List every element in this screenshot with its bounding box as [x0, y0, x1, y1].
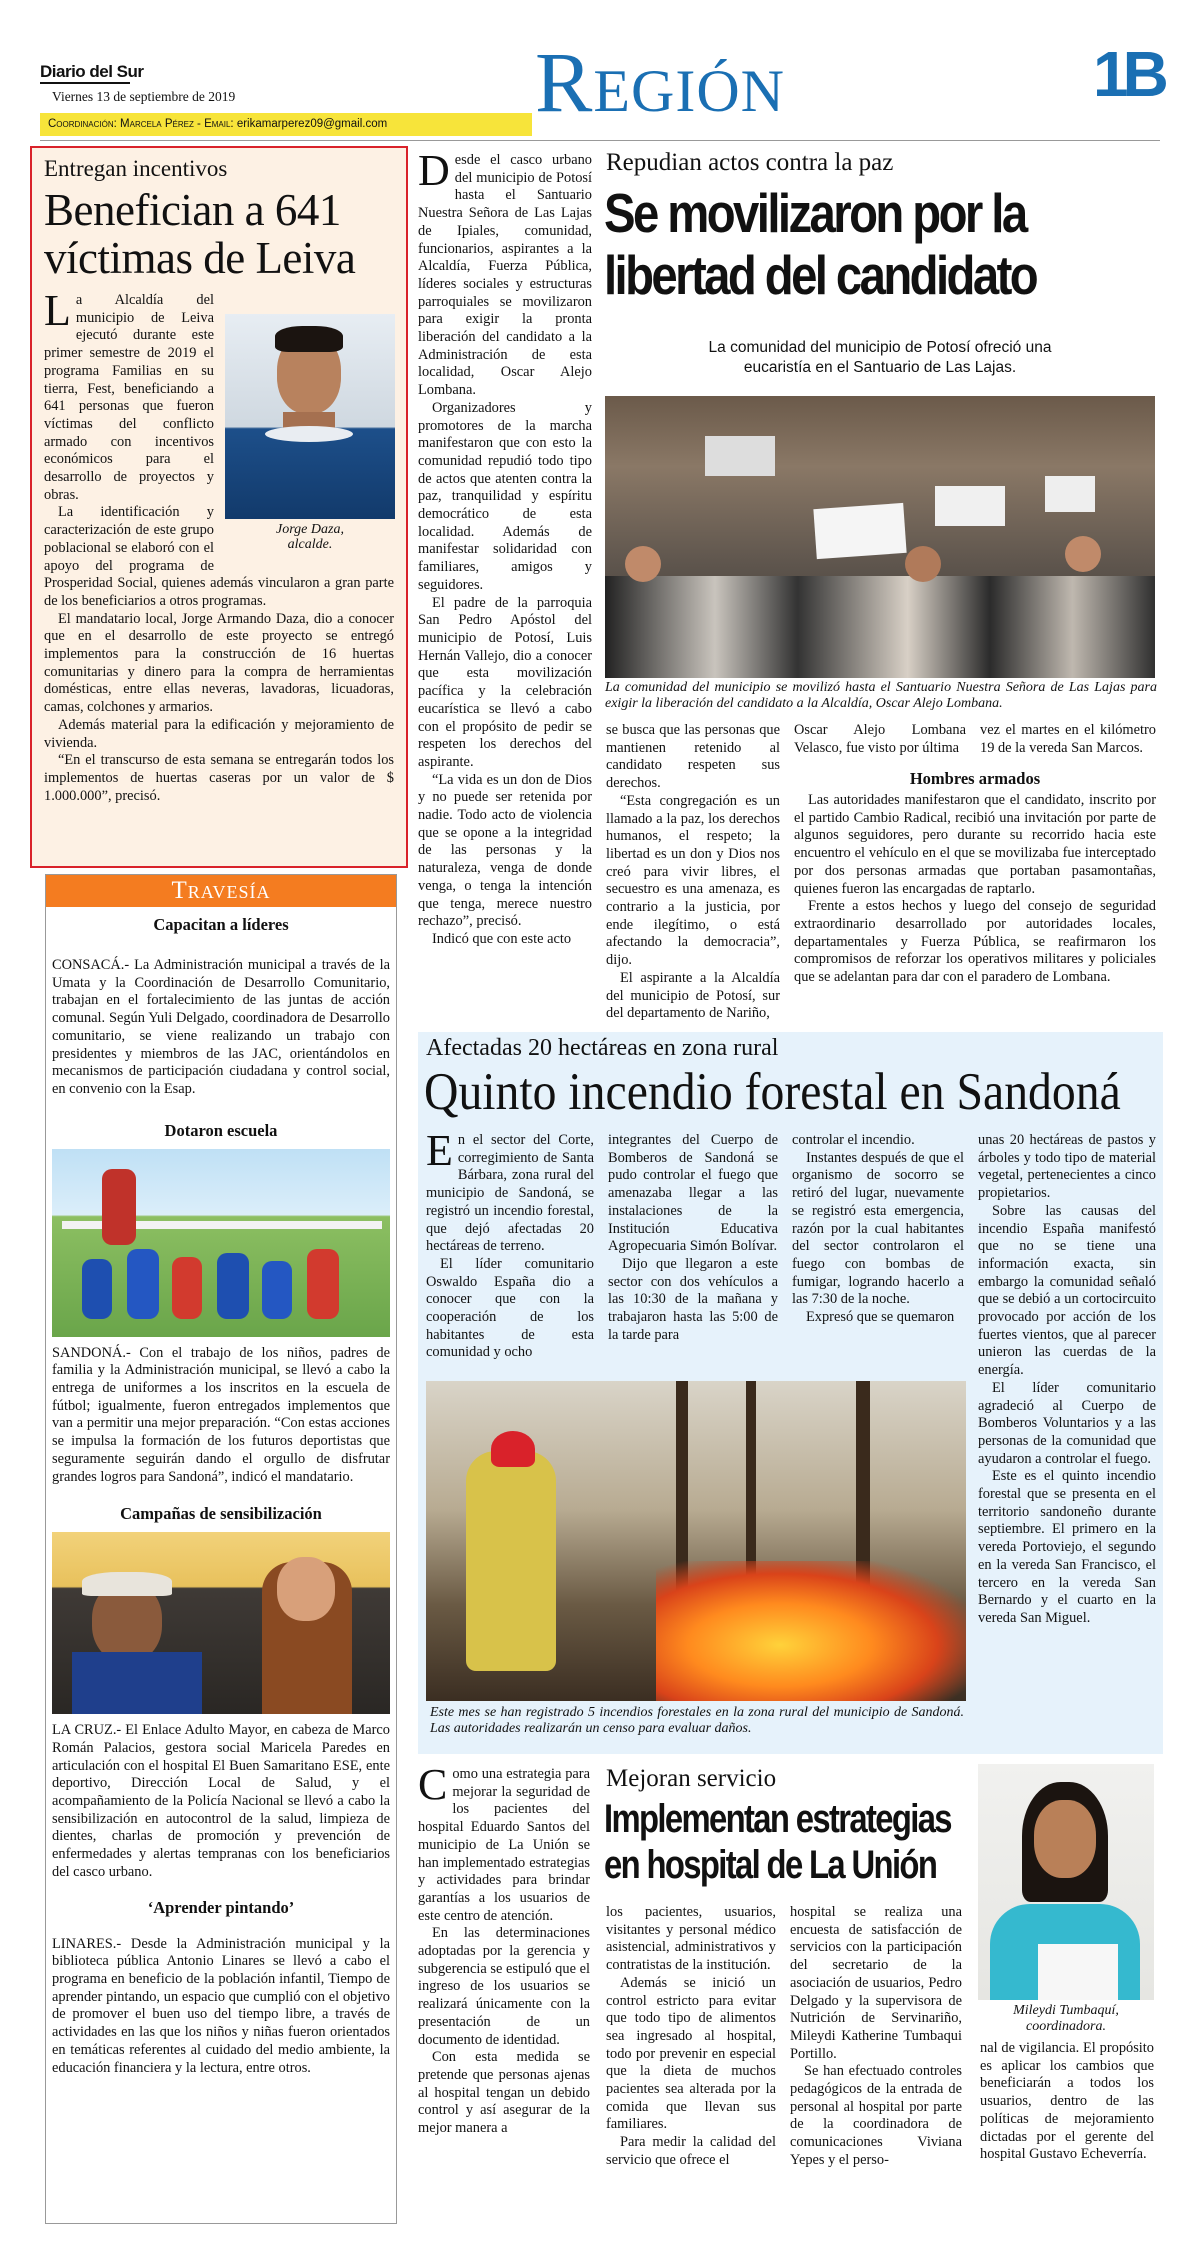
mayor-caption-role: alcalde. — [287, 537, 333, 552]
travesia-s3: LA CRUZ.- El Enlace Adulto Mayor, en cabeza de Marco Román Palacios, gestora social Maricela Paredes en articulación con el hospital El Buen Samaritano ESE, ente deportivo, Dirección Local de Salud, y el acompañamiento de la Policía Nacional se llevó a cabo la sensibilización en autocontrol de la salud, limpieza de dientes, charlas de promoción y prevención de enfermedades y alertas tempranas con los beneficiarios del casco urbano. — [52, 1722, 390, 1880]
incentivos-p3: El mandatario local, Jorge Armando Daza, dio a conocer que en el desarrollo de este proyecto se entregó implementos para la construcción de 16 huertas comunitarias y dinero para la compra de herramientas domésticas, entre ellas neveras, lavadoras, licuadoras, camas, colchones y armarios. — [44, 610, 394, 716]
issue-date: Viernes 13 de septiembre de 2019 — [52, 89, 236, 104]
hospital-c2c: Para medir la calidad del servicio que ofrece el — [606, 2134, 776, 2168]
hospital-col2 — [606, 1904, 776, 2170]
fire-caption: Este mes se han registrado 5 incendios forestales en la zona rural del municipio de Sandoná. Las autoridades realizarán un censo para evaluar daños. — [430, 1705, 964, 1736]
paz-kicker: Repudian actos contra la paz — [606, 149, 894, 176]
page-number: 1B — [1093, 38, 1163, 110]
paz-c1p1 — [418, 146, 592, 400]
travesia-s4-title: ‘Aprender pintando’ — [147, 1897, 295, 1917]
text: n el sector del Corte, corregimiento de Santa Bárbara, zona rural del municipio de Sandoná, se registró un incendio forestal, que dejó afectadas 20 hectáreas de terreno. — [426, 1132, 594, 1255]
hospital-col3 — [790, 1904, 962, 2170]
paz-col2 — [606, 722, 780, 1022]
incendio-c4a: unas 20 hectáreas de pastos y árboles y todo tipo de material vegetal, pertenecientes a cinco propietarios. — [978, 1132, 1156, 1202]
incendio-col1 — [426, 1126, 594, 1362]
travesia-s1-title: Capacitan a líderes — [153, 915, 289, 934]
incentivos-p5: “En el transcurso de esta semana se entregarán todos los implementos de huertas caseras por un valor de $ 1.000.000”, precisó. — [44, 752, 394, 804]
mayor-caption — [225, 522, 395, 552]
paz-headline: Se movilizaron por la libertad del candidato — [604, 182, 1037, 306]
paz-c1p2: Organizadores y promotores de la marcha manifestaron que con esto la comunidad repudió todo tipo de actos que atenten contra la paz, tranquilidad y espíritu democrático de esta localidad. Además de manifestar solidaridad con familiares, amigos y seguidores. — [418, 399, 592, 593]
incendio-col4 — [978, 1132, 1156, 1628]
incendio-headline: Quinto incendio forestal en Sandoná — [424, 1063, 1121, 1121]
incentivos-headline: Benefician a 641 víctimas de Leiva — [44, 185, 356, 283]
coordination-label: Coordinación: — [48, 118, 117, 130]
incendio-c2a: integrantes del Cuerpo de Bomberos de Sandoná se pudo controlar el fuego que amenazaba llegar a las instalaciones de la Institución Educativa Agropecuaria Simón Bolívar. — [608, 1132, 778, 1255]
hospital-col4 — [980, 2040, 1154, 2164]
masthead-rule — [40, 140, 1160, 141]
incentivos-p4: Además material para la edificación y mejoramiento de vivienda. — [44, 716, 394, 751]
drop-cap: D — [418, 146, 450, 195]
hospital-c2b: Además se inició un control estricto para evitar que todo tipo de alimentos sea ingresado al hospital, todo por prevenir en especial que la dieta de muchos pacientes sea alterada por la comida que llevan sus familiares. — [606, 1974, 776, 2133]
travesia-column — [45, 874, 397, 2224]
text: esde el casco urbano del municipio de Potosí hasta el Santuario Nuestra Señora de Las Lajas de Ipiales, comunidad, funcionarios, aspirantes a la Alcaldía, Fuerza Pública, líderes sociales y estructuras parroquiales se movilizaron para exigir la pronta liberación del candidato a la Administración de esta localidad, Oscar Alejo Lombana. — [418, 152, 592, 399]
paz-w2: Frente a estos hechos y luego del consejo de seguridad extraordinario desarrollado por autoridades locales, departamentales y Fuerza Pública, se reafirmaron los compromisos de reforzar los operativos militares y policiales que se adelantan para dar con el paradero de Lombana. — [794, 898, 1156, 986]
coordinator: Marcela Pérez — [120, 118, 194, 130]
fire-photo — [426, 1381, 966, 1701]
paz-col1 — [418, 146, 592, 1032]
drop-cap: L — [44, 286, 71, 335]
coordinator-caption-name: Mileydi Tumbaquí, — [1013, 2003, 1119, 2018]
incendio-col3 — [792, 1132, 964, 1327]
paz-wide — [794, 792, 1156, 987]
hospital-c1b: En las determinaciones adoptadas por la gerencia y subgerencia se estipuló que el ingreso de los usuarios se realizará únicamente con la presentación de un documento de identidad. — [418, 1925, 590, 2048]
incendio-c4b: Sobre las causas del incendio España manifestó que no se tiene una información exacta, sin embargo la comunidad señaló que se debió a un cortocircuito provocado por acción de los fuertes vientos, que al parecer unieron las cuerdas de la energía. — [978, 1202, 1156, 1379]
text: omo una estrategia para mejorar la seguridad de los pacientes del hospital Eduardo Santos del municipio de La Unión se han implementado estrategias y actividades para brindar garantías a los usuarios de este centro de atención. — [418, 1766, 590, 1924]
hospital-c2a: los pacientes, usuarios, visitantes y personal médico asistencial, administrativos y contratistas de la institución. — [606, 1904, 776, 1974]
hospital-col1 — [418, 1760, 590, 2138]
health-photo — [52, 1532, 390, 1714]
email-label: Email: — [204, 118, 234, 130]
incendio-c3b: Instantes después de que el organismo de socorro se retiró del lugar, nuevamente se registró esta emergencia, razón por la cual habitantes del sector controlaron el fuego con bombas de fumigar, logrando hacerlo a las 7:30 de la noche. — [792, 1149, 964, 1308]
section-title: Región — [535, 34, 785, 130]
incendio-c3c: Expresó que se quemaron — [806, 1309, 955, 1326]
paz-c4p1: vez el martes en el kilómetro 19 de la vereda San Marcos. — [980, 722, 1156, 756]
paz-col4 — [980, 722, 1156, 757]
email-link[interactable]: erikamarperez09@gmail.com — [236, 118, 388, 130]
incendio-c4c: El líder comunitario agradeció al Cuerpo de Bomberos Voluntarios y a las personas de la comunidad que ayudaron a controlar el fuego. — [978, 1379, 1156, 1467]
travesia-s3-title: Campañas de sensibilización — [120, 1504, 322, 1524]
paz-c2p1: se busca que las personas que mantienen retenido al candidato respeten sus derechos. — [606, 722, 780, 792]
school-photo — [52, 1149, 390, 1337]
paz-c2p2: “Esta congregación es un llamado a la paz, los derechos humanos, el respeto; la libertad es un don y Dios nos creó para vivir libres, el secuestro es una amenaza, es contrario a la justicia, por ende ilegítimo, o está afectando la democracia”, dijo. — [606, 792, 780, 969]
incendio-c1a — [426, 1126, 594, 1256]
incendio-c2b: Dijo que llegaron a este sector con dos vehículos a las 10:30 de la mañana y trabajaron hasta las 5:00 de la tarde para — [608, 1255, 778, 1343]
paz-c2p3: El aspirante a la Alcaldía del municipio de Potosí, sur del departamento de Nariño, — [606, 969, 780, 1022]
paz-c3p1: Oscar Alejo Lombana Velasco, fue visto por última — [794, 722, 966, 756]
coordination-bar: Coordinación: Marcela Pérez - Email: erikamarperez09@gmail.com — [40, 113, 532, 136]
paz-col3 — [794, 722, 966, 757]
drop-cap: C — [418, 1760, 448, 1809]
travesia-s2-title: Dotaron escuela — [164, 1120, 278, 1140]
hospital-c1c: Con esta medida se pretende que personas ajenas al hospital tengan un debido control y así asegurar de la mejor manera a — [418, 2049, 590, 2137]
incendio-c1b: El líder comunitario Oswaldo España dio a conocer que con la cooperación de los habitantes de esta comunidad y ocho — [426, 1255, 594, 1361]
coordinator-caption — [978, 2003, 1154, 2035]
travesia-title: Travesía — [46, 875, 396, 907]
text: a Alcaldía del municipio de Leiva ejecutó durante este primer semestre de 2019 el programa Familias en su tierra, Fest, beneficiando a 641 personas que fueron víctimas del conflicto armado con incentivos económicos para el desarrollo de proyectos y obras. — [44, 292, 214, 503]
paper-name-rule — [40, 82, 130, 84]
incendio-c3a: controlar el incendio. — [792, 1132, 915, 1148]
paz-deck: La comunidad del municipio de Potosí ofreció una eucaristía en el Santuario de Las Lajas. — [708, 339, 1052, 376]
travesia-s1: CONSACÁ.- La Administración municipal a través de la Umata y la Coordinación de Desarrollo Comunitario, trabajan en el fortalecimiento de las juntas de acción comunal. Según Yuli Delgado, coordinadora de Desarrollo comunitario, se viene realizando un trabajo con presidentes y miembros de las JAC, orientándolos en mecanismos de participación ciudadana y control social, en convenio con la Esap. — [52, 957, 390, 1097]
incentivos-kicker: Entregan incentivos — [44, 156, 228, 181]
incentivos-p2: La identificación y caracterización de este grupo poblacional se elaboró con el apoyo del programa de Prosperidad Social, quienes además vincularon a gran parte de los beneficiarios a otros programas. — [44, 504, 394, 609]
incentivos-article — [30, 146, 408, 868]
mayor-photo — [225, 314, 395, 519]
paz-c1p3: El padre de la parroquia San Pedro Apóstol del municipio de Potosí, Luis Hernán Vallejo, dio a conocer que esta movilización pacífica y la celebración eucarística se llevó a cabo con el propósito de pedir se respeten los derechos del aspirante. — [418, 594, 592, 770]
hospital-c1a — [418, 1760, 590, 1925]
march-photo — [605, 396, 1155, 678]
drop-cap: E — [426, 1126, 453, 1175]
coordinator-caption-role: coordinadora. — [1026, 2019, 1106, 2034]
travesia-s4: LINARES.- Desde la Administración municipal y la biblioteca pública Antonio Linares se llevó a cabo el programa en beneficio de la población infantil, Tiempo de aprender pintando, un espacio que cumplió con el objetivo de promover el buen uso del tiempo libre, a través de actividades en las que los niños y niñas fueron orientados en temáticas referentes al cuidado del medio ambiente, la educación financiera y la lectura, entre otros. — [52, 1935, 390, 2076]
paz-c1p5: Indicó que con este acto — [432, 930, 572, 947]
hombres-armados-subhead: Hombres armados — [909, 769, 1041, 788]
mayor-caption-name: Jorge Daza, — [276, 522, 344, 537]
hospital-c4a: nal de vigilancia. El propósito es aplicar los cambios que beneficiarán a todos los usuarios, dentro de las políticas de mejoramiento dictadas por el gerente del hospital Gustavo Echeverría. — [980, 2040, 1154, 2163]
paz-c1p4: “La vida es un don de Dios y no puede ser retenida por nadie. Todo acto de violencia que se opone a la integridad de las personas y la naturaleza, venga de donde venga, o tenga la intención que tenga, merece nuestro rechazo”, precisó. — [418, 771, 592, 930]
hospital-c3a: hospital se realiza una encuesta de satisfacción de servicios con la participación del secretario de la asociación de usuarios, Pedro Delgado y la supervisora de Nutrición de Servinariño, Mileydi Katherine Tumbaqui Portillo. — [790, 1904, 962, 2062]
incendio-c4d: Este es el quinto incendio forestal que se presenta en el territorio sandoneño durante septiembre. El primero en la vereda Portoviejo, el segundo en la vereda San Francisco, el tercero en la vereda San Bernardo y el cuarto en la vereda San Miguel. — [978, 1468, 1156, 1626]
travesia-s2: SANDONÁ.- Con el trabajo de los niños, padres de familia y la Administración municipal, se llevó a cabo la entrega de uniformes a los inscritos en la escuela de fútbol; igualmente, fueron entregados implementos que van a permitir una mejor preparación. “Con estas acciones se impulsa la formación de los futuros deportistas que seguramente seguirán dando el orgullo de disfrutar grandes logros para Sandoná”, indicó el mandatario. — [52, 1344, 390, 1485]
masthead — [0, 0, 1193, 145]
paper-name: Diario del Sur — [40, 62, 144, 81]
hospital-c3b: Se han efectuado controles pedagógicos de la entrada de personal al hospital por parte de la coordinadora de comunicaciones Viviana Yepes y el perso- — [790, 2063, 962, 2168]
march-caption: La comunidad del municipio se movilizó hasta el Santuario Nuestra Señora de Las Lajas para exigir la liberación del candidato a la Alcaldía, Oscar Alejo Lombana. — [605, 680, 1157, 711]
coordinator-photo — [978, 1764, 1154, 2000]
incendio-kicker: Afectadas 20 hectáreas en zona rural — [426, 1035, 779, 1061]
paz-w1: Las autoridades manifestaron que el candidato, inscrito por el partido Cambio Radical, recibió una invitación por parte de algunos seguidores, pero durante su recorrido hacia este encuentro el vehículo en el que se movilizaba fue interceptado por dos personas armadas que portaban pasamontañas, quienes fueron las encargadas de raptarlo. — [794, 792, 1156, 897]
hospital-headline: Implementan estrategias en hospital de La Unión — [604, 1797, 951, 1887]
incendio-col2 — [608, 1132, 778, 1344]
hospital-kicker: Mejoran servicio — [606, 1765, 777, 1792]
